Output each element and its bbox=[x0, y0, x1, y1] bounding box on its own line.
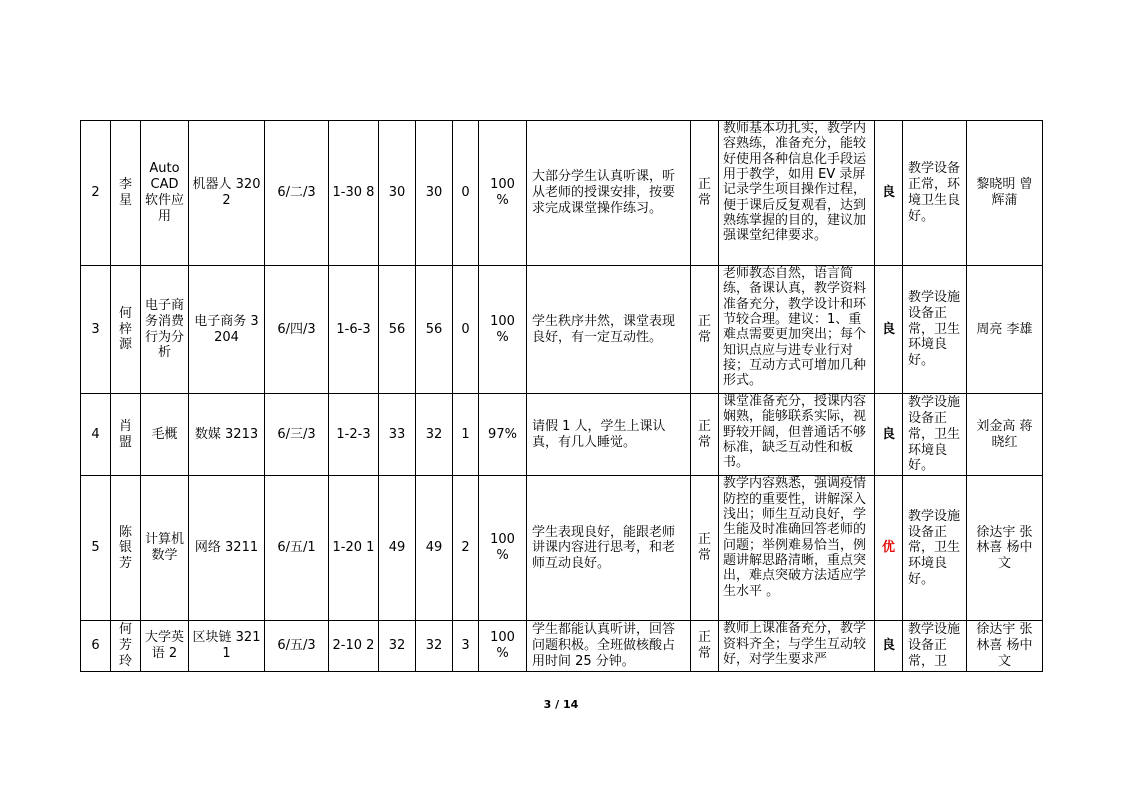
actual-count: 56 bbox=[416, 266, 453, 394]
environment-note: 教学设施设备正常，卫生环境良好。 bbox=[903, 266, 967, 394]
teaching-period: 1-30 8 bbox=[329, 121, 379, 266]
class-time: 6/二/3 bbox=[265, 121, 329, 266]
student-situation: 请假 1 人，学生上课认真，有几人睡觉。 bbox=[527, 394, 691, 476]
teacher-name: 何芳玲 bbox=[111, 621, 141, 672]
student-situation: 学生秩序井然，课堂表现良好，有一定互动性。 bbox=[527, 266, 691, 394]
expected-count: 49 bbox=[379, 476, 416, 621]
row-number: 2 bbox=[81, 121, 111, 266]
page-number: 3 / 14 bbox=[543, 698, 579, 711]
inspectors: 黎晓明 曾辉蒲 bbox=[967, 121, 1043, 266]
inspectors: 徐达宇 张林喜 杨中文 bbox=[967, 476, 1043, 621]
class-name: 区块链 3211 bbox=[189, 621, 265, 672]
attendance-rate: 100 % bbox=[479, 266, 527, 394]
class-name: 数媒 3213 bbox=[189, 394, 265, 476]
absent-count: 0 bbox=[453, 266, 479, 394]
environment-note: 教学设施设备正常，卫生环境良好。 bbox=[903, 394, 967, 476]
row-number: 3 bbox=[81, 266, 111, 394]
table-row bbox=[81, 621, 1043, 672]
grade: 优 bbox=[875, 476, 903, 621]
table-row bbox=[81, 121, 1043, 266]
grade: 良 bbox=[875, 266, 903, 394]
class-name: 网络 3211 bbox=[189, 476, 265, 621]
actual-count: 32 bbox=[416, 621, 453, 672]
teacher-name: 何梓源 bbox=[111, 266, 141, 394]
course-name: 电子商务消费行为分析 bbox=[141, 266, 189, 394]
grade: 良 bbox=[875, 394, 903, 476]
absent-count: 2 bbox=[453, 476, 479, 621]
absent-count: 0 bbox=[453, 121, 479, 266]
attendance-rate: 100 % bbox=[479, 476, 527, 621]
inspectors: 周亮 李雄 bbox=[967, 266, 1043, 394]
teacher-name: 肖盟 bbox=[111, 394, 141, 476]
student-situation: 学生表现良好，能跟老师讲课内容进行思考，和老师互动良好。 bbox=[527, 476, 691, 621]
row-number: 5 bbox=[81, 476, 111, 621]
environment-note: 教学设施设备正常，卫生环境良好。 bbox=[903, 476, 967, 621]
course-name: Auto CAD 软件应用 bbox=[141, 121, 189, 266]
course-name: 计算机数学 bbox=[141, 476, 189, 621]
actual-count: 30 bbox=[416, 121, 453, 266]
order-status: 正常 bbox=[691, 266, 719, 394]
order-status: 正常 bbox=[691, 394, 719, 476]
expected-count: 56 bbox=[379, 266, 416, 394]
teaching-period: 1-2-3 bbox=[329, 394, 379, 476]
absent-count: 3 bbox=[453, 621, 479, 672]
environment-note: 教学设备正常，环境卫生良好。 bbox=[903, 121, 967, 266]
inspection-table bbox=[80, 120, 1043, 672]
expected-count: 33 bbox=[379, 394, 416, 476]
absent-count: 1 bbox=[453, 394, 479, 476]
class-time: 6/五/1 bbox=[265, 476, 329, 621]
teaching-period: 1-20 1 bbox=[329, 476, 379, 621]
attendance-rate: 100 % bbox=[479, 121, 527, 266]
actual-count: 32 bbox=[416, 394, 453, 476]
environment-note: 教学设施设备正常，卫 bbox=[903, 621, 967, 672]
order-status: 正常 bbox=[691, 621, 719, 672]
teaching-period: 1-6-3 bbox=[329, 266, 379, 394]
grade: 良 bbox=[875, 621, 903, 672]
actual-count: 49 bbox=[416, 476, 453, 621]
course-name: 毛概 bbox=[141, 394, 189, 476]
class-time: 6/三/3 bbox=[265, 394, 329, 476]
expected-count: 30 bbox=[379, 121, 416, 266]
grade: 良 bbox=[875, 121, 903, 266]
teaching-comment: 教师基本功扎实，教学内容熟练，准备充分，能较好使用各种信息化手段运用于教学，如用 EV 录屏记录学生项目操作过程，便于课后反复观看，达到熟练掌握的目的，建议加强课堂纪律要求。 bbox=[719, 121, 875, 266]
order-status: 正常 bbox=[691, 476, 719, 621]
table-row bbox=[81, 394, 1043, 476]
student-situation: 学生都能认真听讲，回答问题积极。全班做核酸占用时间 25 分钟。 bbox=[527, 621, 691, 672]
expected-count: 32 bbox=[379, 621, 416, 672]
class-name: 电子商务 3204 bbox=[189, 266, 265, 394]
inspectors: 徐达宇 张林喜 杨中文 bbox=[967, 621, 1043, 672]
attendance-rate: 100 % bbox=[479, 621, 527, 672]
class-name: 机器人 3202 bbox=[189, 121, 265, 266]
teaching-period: 2-10 2 bbox=[329, 621, 379, 672]
teacher-name: 陈银芳 bbox=[111, 476, 141, 621]
table-row bbox=[81, 476, 1043, 621]
teaching-comment: 课堂准备充分，授课内容娴熟，能够联系实际，视野较开阔，但普通话不够标准，缺乏互动性和板书。 bbox=[719, 394, 875, 476]
order-status: 正常 bbox=[691, 121, 719, 266]
row-number: 6 bbox=[81, 621, 111, 672]
class-time: 6/五/3 bbox=[265, 621, 329, 672]
inspectors: 刘金高 蒋晓红 bbox=[967, 394, 1043, 476]
teacher-name: 李星 bbox=[111, 121, 141, 266]
attendance-rate: 97% bbox=[479, 394, 527, 476]
teaching-comment: 老师教态自然，语言简练，备课认真，教学资料准备充分，教学设计和环节较合理。建议：1、重难点需要更加突出；每个知识点应与进专业行对接；互动方式可增加几种形式。 bbox=[719, 266, 875, 394]
class-time: 6/四/3 bbox=[265, 266, 329, 394]
course-name: 大学英语 2 bbox=[141, 621, 189, 672]
row-number: 4 bbox=[81, 394, 111, 476]
teaching-comment: 教学内容熟悉，强调疫情防控的重要性，讲解深入浅出；师生互动良好，学生能及时准确回答老师的问题；举例难易恰当，例题讲解思路清晰，重点突出，难点突破方法适应学生水平 。 bbox=[719, 476, 875, 621]
teaching-comment: 教师上课准备充分，教学资料齐全；与学生互动较好，对学生要求严 bbox=[719, 621, 875, 672]
student-situation: 大部分学生认真听课，听从老师的授课安排，按要求完成课堂操作练习。 bbox=[527, 121, 691, 266]
table-row bbox=[81, 266, 1043, 394]
